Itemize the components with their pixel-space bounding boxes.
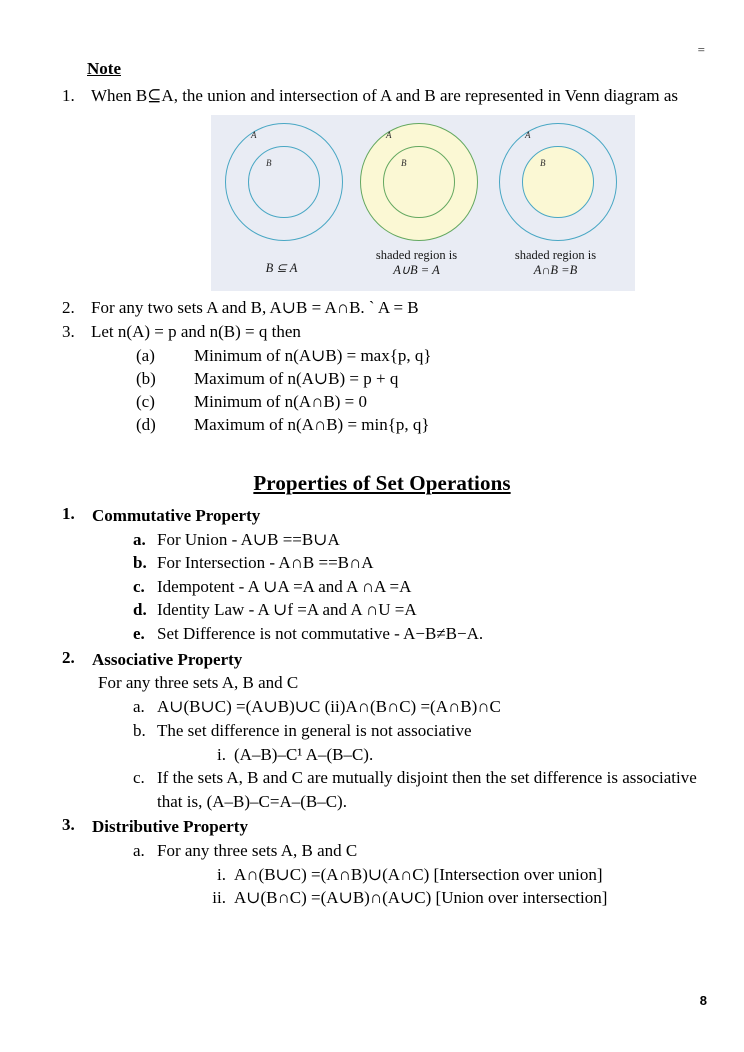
property-3-roman-item-i-text: A∩(B∪C) =(A∩B)∪(A∩C) [Intersection over union] (234, 864, 603, 884)
note-sub-item-b-marker: (b) (136, 368, 156, 388)
property-section-associative (62, 648, 702, 814)
property-2-roman-item-i-text: (A–B)–C¹ A–(B–C). (234, 744, 374, 764)
property-1-item-c-marker: c. (133, 576, 145, 596)
property-1-item-e-marker: e. (133, 624, 145, 644)
note-item-2 (62, 296, 702, 319)
venn-circle-b-2 (383, 146, 455, 218)
note-item-1-marker: 1. (62, 86, 75, 106)
page-title: Properties of Set Operations (253, 470, 511, 495)
note-item-3-text: Let n(A) = p and n(B) = q then (91, 322, 301, 342)
venn-circle-b-3 (522, 146, 594, 218)
property-3-roman-item-ii (204, 886, 702, 910)
note-sub-item-b (136, 367, 702, 390)
note-sub-item-c-text: Minimum of n(A∩B) = 0 (194, 392, 367, 412)
note-heading: Note (87, 59, 121, 78)
venn-panel-subset (211, 115, 352, 291)
property-3-roman-item-ii-text: A∪(B∩C) =(A∪B)∩(A∪C) [Union over intersection] (234, 888, 608, 908)
venn-caption-3 (485, 248, 626, 279)
property-1-title: Commutative Property (92, 505, 261, 525)
property-3-items (133, 839, 702, 910)
property-2-item-b (133, 719, 702, 766)
venn-caption-3-expr: A∩B =B (533, 263, 578, 278)
property-1-item-b-text: For Intersection - A∩B ==B∩A (157, 553, 374, 573)
note-item-3 (62, 320, 702, 437)
note-sub-item-d-text: Maximum of n(A∩B) = min{p, q} (194, 415, 430, 435)
property-3-item-a-marker: a. (133, 841, 145, 861)
page-number: 8 (699, 993, 707, 1008)
note-sub-item-a-text: Minimum of n(A∪B) = max{p, q} (194, 345, 432, 365)
venn-circle-b-1 (248, 146, 320, 218)
property-1-item-d-text: Identity Law - A ∪f =A and A ∩U =A (157, 600, 417, 620)
property-3-item-a (133, 839, 702, 910)
property-1-item-c (133, 575, 702, 599)
venn-label-a-1: A (251, 129, 257, 140)
note-sub-list (136, 344, 702, 437)
property-2-item-b-text: The set difference in general is not associative (157, 720, 472, 740)
venn-label-b-1: B (266, 157, 272, 168)
venn-caption-3-line1: shaded region is (514, 248, 597, 263)
property-section-commutative (62, 504, 702, 646)
note-sub-item-d (136, 413, 702, 436)
venn-caption-2-expr: A∪B = A (393, 263, 440, 278)
property-1-marker: 1. (62, 503, 75, 523)
property-2-item-c-marker: c. (133, 768, 145, 788)
property-2-intro: For any three sets A, B and C (98, 673, 299, 693)
property-2-item-a-marker: a. (133, 697, 145, 717)
property-3-roman-item-i (204, 863, 702, 887)
property-2-item-c-text: If the sets A, B and C are mutually disjoint then the set difference is associative that is, (A–B)–C=A–(B–C). (157, 768, 697, 811)
property-2-item-a (133, 695, 702, 719)
venn-panel-union (346, 115, 487, 291)
property-1-item-b (133, 551, 702, 575)
property-1-item-e-text: Set Difference is not commutative - A−B≠B−A. (157, 624, 484, 644)
property-2-item-c (133, 766, 702, 813)
note-sub-item-a (136, 344, 702, 367)
property-2-marker: 2. (62, 647, 75, 667)
property-3-item-a-text: For any three sets A, B and C (157, 841, 358, 861)
document-content (62, 58, 702, 912)
venn-caption-2 (346, 248, 487, 279)
property-2-roman-item-i (204, 743, 702, 767)
properties-list (62, 504, 702, 910)
property-3-roman-list (204, 863, 702, 910)
property-3-marker: 3. (62, 815, 75, 835)
property-1-item-c-text: Idempotent - A ∪A =A and A ∩A =A (157, 576, 412, 596)
note-sub-item-d-marker: (d) (136, 415, 156, 435)
note-sub-item-c (136, 390, 702, 413)
venn-caption-1 (211, 261, 352, 276)
property-3-title: Distributive Property (92, 817, 248, 837)
property-1-items (133, 528, 702, 646)
note-sub-item-a-marker: (a) (136, 345, 155, 365)
venn-label-b-3: B (540, 157, 546, 168)
property-2-item-b-marker: b. (133, 720, 146, 740)
property-section-distributive (62, 815, 702, 910)
corner-equals-mark: = (697, 42, 704, 57)
venn-label-a-3: A (525, 129, 531, 140)
venn-figure-wrapper (211, 115, 702, 291)
note-sub-item-c-marker: (c) (136, 392, 155, 412)
property-2-title: Associative Property (92, 649, 243, 669)
venn-panel-intersection (485, 115, 626, 291)
venn-label-b-2: B (401, 157, 407, 168)
property-2-roman-item-i-marker: i. (217, 744, 226, 764)
venn-label-a-2: A (386, 129, 392, 140)
note-list (62, 84, 702, 436)
note-item-1-text: When B⊆A, the union and intersection of A and B are represented in Venn diagram as (91, 86, 679, 106)
property-1-item-a-text: For Union - A∪B ==B∪A (157, 529, 340, 549)
property-2-roman-list (204, 743, 702, 767)
property-1-item-a-marker: a. (133, 529, 146, 549)
note-item-2-marker: 2. (62, 297, 75, 317)
property-2-item-a-text: A∪(B∪C) =(A∪B)∪C (ii)A∩(B∩C) =(A∩B)∩C (157, 697, 501, 717)
note-item-1 (62, 84, 702, 290)
property-2-items (133, 695, 702, 813)
property-1-item-d-marker: d. (133, 600, 147, 620)
venn-diagram-figure (211, 115, 635, 291)
property-3-roman-item-ii-marker: ii. (212, 888, 226, 908)
property-1-item-b-marker: b. (133, 553, 147, 573)
note-sub-item-b-text: Maximum of n(A∪B) = p + q (194, 368, 399, 388)
property-1-item-e (133, 622, 702, 646)
property-1-item-a (133, 528, 702, 552)
property-1-item-d (133, 598, 702, 622)
note-item-2-text: For any two sets A and B, A∪B = A∩B. ` A = B (91, 297, 419, 317)
note-item-3-marker: 3. (62, 322, 75, 342)
venn-caption-2-line1: shaded region is (375, 248, 458, 263)
property-3-roman-item-i-marker: i. (217, 864, 226, 884)
venn-caption-1-expr: B ⊆ A (265, 261, 298, 276)
